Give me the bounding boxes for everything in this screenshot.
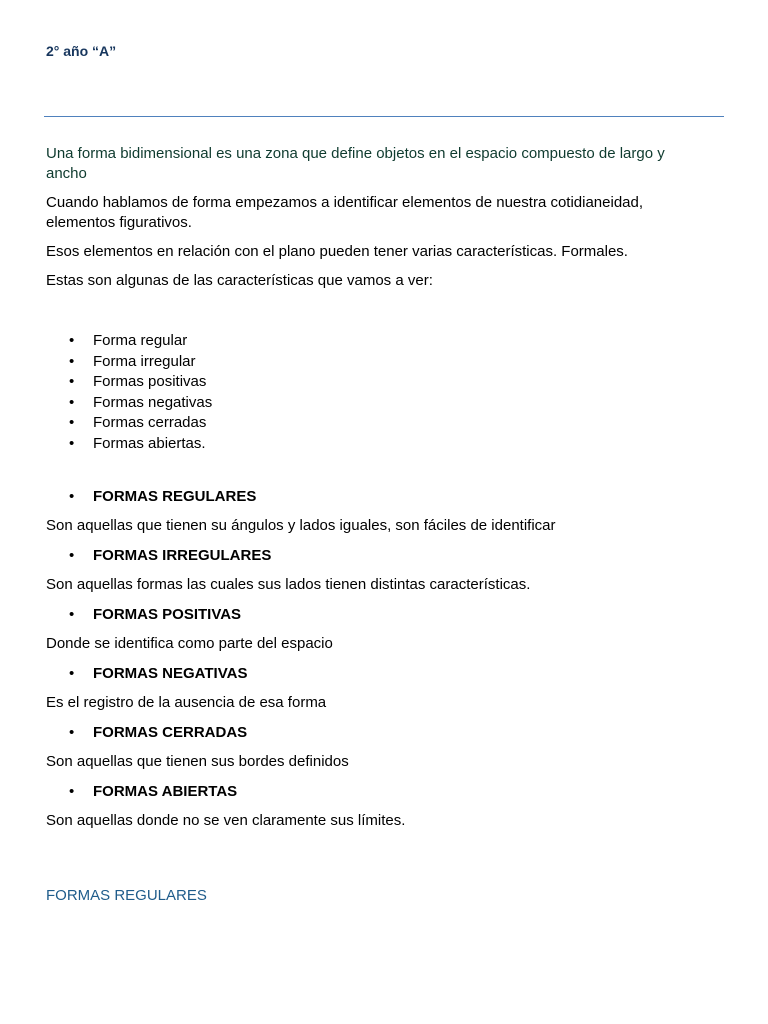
intro-paragraph: Una forma bidimensional es una zona que define objetos en el espacio compuesto de largo y ancho bbox=[46, 145, 665, 182]
section-text: Donde se identifica como parte del espacio bbox=[46, 635, 333, 652]
document-header-title: 2° año “A” bbox=[46, 43, 117, 59]
paragraph-elementos: Esos elementos en relación con el plano pueden tener varias características. Formales. bbox=[46, 243, 628, 260]
characteristics-list bbox=[46, 331, 706, 454]
section-heading: • FORMAS ABIERTAS bbox=[46, 782, 706, 802]
section-text: Son aquellas que tienen sus bordes definidos bbox=[46, 753, 349, 770]
section-heading: • FORMAS POSITIVAS bbox=[46, 605, 706, 625]
list-item: • Formas cerradas bbox=[46, 413, 706, 434]
list-item: • Formas abiertas. bbox=[46, 434, 706, 455]
list-item: • Forma irregular bbox=[46, 352, 706, 373]
section-formas-cerradas bbox=[46, 723, 706, 772]
section-formas-negativas bbox=[46, 664, 706, 713]
list-item: • Formas negativas bbox=[46, 393, 706, 414]
section-text: Son aquellas que tienen su ángulos y lados iguales, son fáciles de identificar bbox=[46, 517, 556, 534]
paragraph-forma: Cuando hablamos de forma empezamos a identificar elementos de nuestra cotidianeidad, elementos figurativos. bbox=[46, 194, 644, 231]
section-text: Es el registro de la ausencia de esa forma bbox=[46, 694, 327, 711]
section-formas-regulares bbox=[46, 487, 706, 536]
header-divider bbox=[44, 116, 724, 117]
document-body bbox=[46, 144, 706, 841]
section-text: Son aquellas formas las cuales sus lados tienen distintas características. bbox=[46, 576, 531, 593]
list-item: • Forma regular bbox=[46, 331, 706, 352]
list-item: • Formas positivas bbox=[46, 372, 706, 393]
section-heading: • FORMAS CERRADAS bbox=[46, 723, 706, 743]
section-formas-irregulares bbox=[46, 546, 706, 595]
section-formas-positivas bbox=[46, 605, 706, 654]
footer-heading: FORMAS REGULARES bbox=[46, 887, 207, 904]
section-heading: • FORMAS NEGATIVAS bbox=[46, 664, 706, 684]
section-heading: • FORMAS REGULARES bbox=[46, 487, 706, 507]
section-text: Son aquellas donde no se ven claramente sus límites. bbox=[46, 812, 406, 829]
paragraph-caracteristicas: Estas son algunas de las características que vamos a ver: bbox=[46, 272, 433, 289]
section-formas-abiertas bbox=[46, 782, 706, 831]
section-heading: • FORMAS IRREGULARES bbox=[46, 546, 706, 566]
